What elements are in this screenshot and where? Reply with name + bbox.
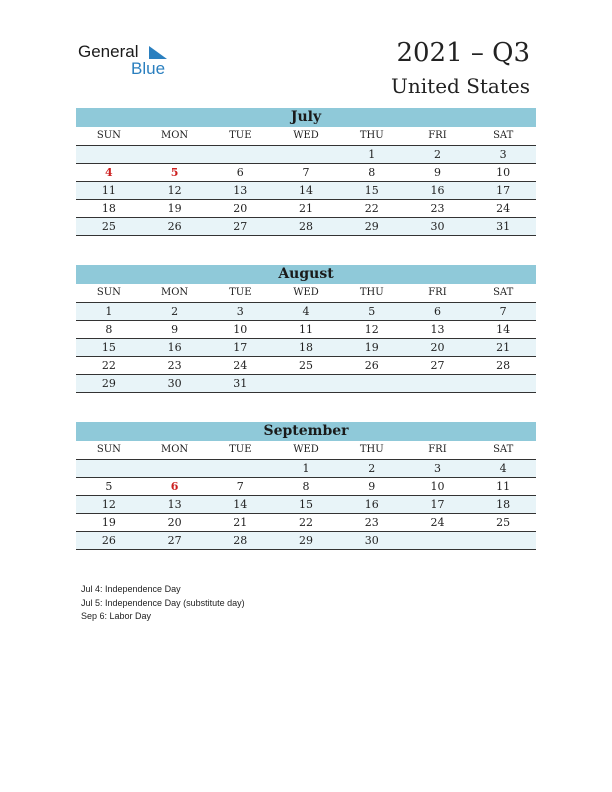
day-cell: 13 bbox=[167, 498, 182, 511]
day-cell bbox=[273, 146, 339, 163]
day-cell: 2 bbox=[368, 462, 376, 475]
day-cell: 30 bbox=[364, 534, 379, 547]
day-cell: 16 bbox=[430, 184, 445, 197]
day-cell: 9 bbox=[368, 480, 376, 493]
day-cell: 16 bbox=[167, 341, 182, 354]
day-cell: 30 bbox=[430, 220, 445, 233]
day-cell: 14 bbox=[233, 498, 248, 511]
day-cell: 9 bbox=[433, 166, 441, 179]
weekday-label: FRI bbox=[428, 287, 447, 298]
weekday-label: SUN bbox=[96, 444, 121, 455]
holiday-day-cell: 6 bbox=[170, 480, 179, 493]
logo-word-blue: Blue bbox=[131, 59, 166, 78]
weekday-label: MON bbox=[160, 130, 189, 141]
day-cell: 11 bbox=[299, 323, 314, 336]
day-cell: 11 bbox=[101, 184, 116, 197]
weekday-label: TUE bbox=[229, 444, 252, 455]
day-cell bbox=[142, 460, 208, 477]
day-cell: 24 bbox=[430, 516, 445, 529]
month-calendar-august bbox=[76, 265, 536, 393]
day-cell: 23 bbox=[167, 359, 182, 372]
day-cell: 15 bbox=[299, 498, 314, 511]
holiday-day-cell: 5 bbox=[170, 166, 179, 179]
day-cell bbox=[339, 375, 405, 392]
month-header: September bbox=[76, 422, 536, 441]
day-cell: 22 bbox=[101, 359, 116, 372]
day-cell: 3 bbox=[433, 462, 441, 475]
holiday-note: Sep 6: Labor Day bbox=[81, 611, 152, 621]
day-cell: 18 bbox=[496, 498, 511, 511]
day-cell: 24 bbox=[496, 202, 511, 215]
day-cell: 9 bbox=[171, 323, 179, 336]
day-cell: 10 bbox=[430, 480, 445, 493]
month-header: July bbox=[76, 108, 536, 127]
day-cell: 21 bbox=[233, 516, 248, 529]
week-row bbox=[76, 339, 536, 357]
day-cell: 25 bbox=[496, 516, 511, 529]
day-cell: 15 bbox=[364, 184, 379, 197]
day-cell: 26 bbox=[364, 359, 379, 372]
week-row bbox=[76, 200, 536, 218]
day-cell: 20 bbox=[167, 516, 182, 529]
holiday-note: Jul 5: Independence Day (substitute day) bbox=[81, 597, 245, 608]
day-cell: 2 bbox=[171, 305, 179, 318]
week-row bbox=[76, 460, 536, 478]
weekday-label: THU bbox=[359, 444, 384, 455]
weekday-label: THU bbox=[359, 287, 384, 298]
weekday-label: TUE bbox=[229, 287, 252, 298]
day-cell bbox=[405, 532, 471, 549]
weekday-label: SAT bbox=[493, 287, 514, 298]
day-cell: 24 bbox=[233, 359, 248, 372]
day-cell: 3 bbox=[499, 148, 507, 161]
day-cell: 5 bbox=[368, 305, 376, 318]
day-cell: 7 bbox=[302, 166, 310, 179]
day-cell: 5 bbox=[105, 480, 113, 493]
holiday-day-cell: 4 bbox=[105, 166, 113, 179]
day-cell: 27 bbox=[167, 534, 182, 547]
week-row bbox=[76, 146, 536, 164]
week-row bbox=[76, 164, 536, 182]
day-cell bbox=[207, 460, 273, 477]
week-row bbox=[76, 478, 536, 496]
holiday-notes bbox=[81, 583, 245, 624]
day-cell: 12 bbox=[167, 184, 182, 197]
day-cell: 17 bbox=[496, 184, 511, 197]
weekday-label: MON bbox=[160, 444, 189, 455]
weekday-header-row bbox=[76, 441, 536, 460]
day-cell: 14 bbox=[496, 323, 511, 336]
day-cell bbox=[470, 375, 536, 392]
week-row bbox=[76, 303, 536, 321]
day-cell: 31 bbox=[233, 377, 248, 390]
weekday-label: THU bbox=[359, 130, 384, 141]
weekday-header-row bbox=[76, 127, 536, 146]
day-cell: 4 bbox=[302, 305, 310, 318]
day-cell bbox=[207, 146, 273, 163]
day-cell: 22 bbox=[299, 516, 314, 529]
day-cell: 10 bbox=[496, 166, 511, 179]
weekday-label: SAT bbox=[493, 444, 514, 455]
logo-triangle-icon bbox=[149, 46, 167, 59]
week-row bbox=[76, 532, 536, 550]
day-cell: 25 bbox=[299, 359, 314, 372]
weekday-label: WED bbox=[293, 130, 319, 141]
day-cell: 28 bbox=[233, 534, 248, 547]
day-cell: 19 bbox=[101, 516, 116, 529]
month-header: August bbox=[76, 265, 536, 284]
day-cell: 17 bbox=[430, 498, 445, 511]
week-row bbox=[76, 321, 536, 339]
page-title: 2021 – Q3 bbox=[396, 38, 530, 68]
day-cell: 2 bbox=[433, 148, 441, 161]
day-cell: 27 bbox=[233, 220, 248, 233]
day-cell: 18 bbox=[101, 202, 116, 215]
day-cell: 19 bbox=[364, 341, 379, 354]
logo-word-general: General bbox=[78, 42, 139, 61]
day-cell bbox=[273, 375, 339, 392]
day-cell bbox=[76, 460, 142, 477]
day-cell: 10 bbox=[233, 323, 248, 336]
weekday-label: FRI bbox=[428, 444, 447, 455]
day-cell bbox=[405, 375, 471, 392]
day-cell: 1 bbox=[105, 305, 113, 318]
day-cell: 21 bbox=[299, 202, 314, 215]
weekday-label: TUE bbox=[229, 130, 252, 141]
day-cell: 13 bbox=[233, 184, 248, 197]
day-cell: 26 bbox=[167, 220, 182, 233]
day-cell: 15 bbox=[101, 341, 116, 354]
weekday-label: WED bbox=[293, 287, 319, 298]
day-cell: 19 bbox=[167, 202, 182, 215]
month-calendar-july bbox=[76, 108, 536, 236]
day-cell: 4 bbox=[499, 462, 507, 475]
day-cell: 6 bbox=[433, 305, 441, 318]
day-cell: 23 bbox=[364, 516, 379, 529]
day-cell: 30 bbox=[167, 377, 182, 390]
weekday-label: MON bbox=[160, 287, 189, 298]
weekday-label: FRI bbox=[428, 130, 447, 141]
day-cell bbox=[76, 146, 142, 163]
day-cell: 14 bbox=[299, 184, 314, 197]
week-row bbox=[76, 514, 536, 532]
day-cell: 12 bbox=[101, 498, 116, 511]
day-cell: 20 bbox=[233, 202, 248, 215]
week-row bbox=[76, 218, 536, 236]
day-cell: 23 bbox=[430, 202, 445, 215]
week-row bbox=[76, 375, 536, 393]
weekday-label: WED bbox=[293, 444, 319, 455]
week-row bbox=[76, 182, 536, 200]
day-cell: 29 bbox=[299, 534, 314, 547]
generalblue-logo bbox=[78, 42, 188, 82]
day-cell: 28 bbox=[496, 359, 511, 372]
day-cell: 7 bbox=[499, 305, 507, 318]
day-cell bbox=[470, 532, 536, 549]
day-cell: 28 bbox=[299, 220, 314, 233]
day-cell: 1 bbox=[302, 462, 310, 475]
day-cell: 11 bbox=[496, 480, 511, 493]
day-cell: 6 bbox=[236, 166, 244, 179]
day-cell: 29 bbox=[364, 220, 379, 233]
day-cell: 17 bbox=[233, 341, 248, 354]
week-row bbox=[76, 496, 536, 514]
day-cell: 7 bbox=[236, 480, 244, 493]
weekday-label: SAT bbox=[493, 130, 514, 141]
day-cell: 26 bbox=[101, 534, 116, 547]
day-cell: 16 bbox=[364, 498, 379, 511]
day-cell: 12 bbox=[364, 323, 379, 336]
weekday-header-row bbox=[76, 284, 536, 303]
weekday-label: SUN bbox=[96, 130, 121, 141]
week-row bbox=[76, 357, 536, 375]
weekday-label: SUN bbox=[96, 287, 121, 298]
day-cell: 8 bbox=[105, 323, 113, 336]
day-cell: 27 bbox=[430, 359, 445, 372]
day-cell: 8 bbox=[368, 166, 376, 179]
month-calendar-september bbox=[76, 422, 536, 550]
day-cell: 1 bbox=[368, 148, 376, 161]
day-cell bbox=[142, 146, 208, 163]
day-cell: 3 bbox=[236, 305, 244, 318]
day-cell: 20 bbox=[430, 341, 445, 354]
holiday-note: Jul 4: Independence Day bbox=[81, 584, 181, 594]
day-cell: 8 bbox=[302, 480, 310, 493]
day-cell: 13 bbox=[430, 323, 445, 336]
page-subtitle: United States bbox=[391, 74, 530, 98]
day-cell: 18 bbox=[299, 341, 314, 354]
day-cell: 22 bbox=[364, 202, 379, 215]
day-cell: 29 bbox=[101, 377, 116, 390]
day-cell: 31 bbox=[496, 220, 511, 233]
day-cell: 25 bbox=[101, 220, 116, 233]
day-cell: 21 bbox=[496, 341, 511, 354]
